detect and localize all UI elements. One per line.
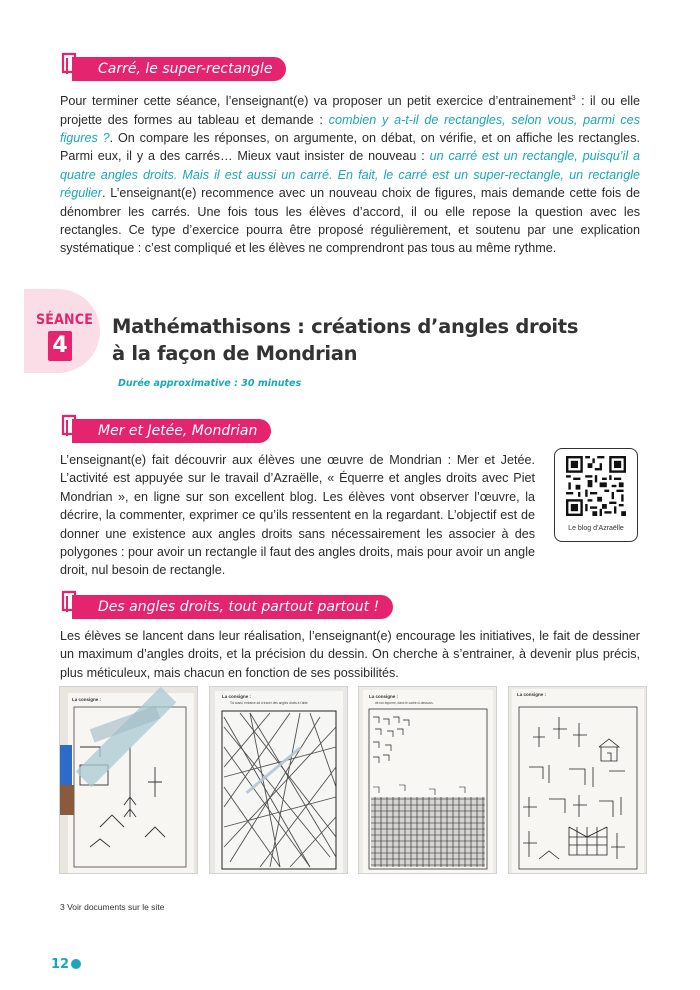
paragraph-realisation <box>60 627 640 682</box>
qr-code-icon <box>566 456 626 516</box>
section-heading-text: Carré, le super-rectangle <box>98 61 273 77</box>
consigne-label: La consigne : <box>369 694 399 699</box>
footnote: 3 Voir documents sur le site <box>60 902 165 912</box>
consigne-label: La consigne : <box>72 697 102 702</box>
qr-caption: Le blog d’Azraëlle <box>568 525 624 532</box>
page-title <box>112 313 578 367</box>
consigne-label: La consigne : <box>222 694 252 699</box>
section-heading-text: Mer et Jetée, Mondrian <box>98 423 258 439</box>
student-work-photo-1 <box>59 686 198 874</box>
student-work-photo-3 <box>358 686 497 874</box>
student-work-photo-2 <box>209 686 348 874</box>
title-line-1: Mathémathisons : créations d’angles droits <box>112 315 579 338</box>
student-work-photo-4 <box>508 686 647 874</box>
text-run: . L’enseignant(e) recommence avec un nouveau choix de figures, mais demande cette fois de dénombrer les carrés. Une fois tous les élèves d’accord, il ou elle repose la question avec les rectangles. Ce type d’exercice pourra être proposé régulièrement, et soutenu par une explication systématique : c’est compliqué et les élèves ne comprendront pas tous au même rythme. <box>60 186 640 256</box>
consigne-text: de ton équerre, dans le cadre ci-dessous. <box>375 701 434 705</box>
page-number: 12 <box>51 957 70 972</box>
text-run: L’enseignant(e) fait découvrir aux élèves une œuvre de Mondrian : Mer et Jetée. L’activité est appuyée sur le travail d’Azraëlle, « Équerre et angles droits avec Piet Mondrian », en ligne sur son excellent blog. Les élèves vont observer l’œuvre, la décrire, la commenter, exprimer ce qu’ils ressentent en la regardant. L’objectif est de donner une existence aux angles droits sans nécessairement les associer à des polygones : pour avoir un rectangle il faut des angles droits, mais pour avoir un angle droit, nul besoin de rectangle. <box>60 453 535 578</box>
text-run: Pour terminer cette séance, l’enseignant(e) va proposer un petit exercice d’entrainement <box>60 94 572 109</box>
text-run: Les élèves se lancent dans leur réalisation, l’enseignant(e) encourage les initiatives, le fait de dessiner un maximum d’angles droits, et la précision du dessin. On cherche à s’entrainer, à devenir plus précis, plus méticuleux, mais chacun en fonction de ses possibilités. <box>60 629 640 680</box>
seance-number: 4 <box>48 331 72 361</box>
title-line-2: à la façon de Mondrian <box>112 342 358 365</box>
footnote-ref: 3 <box>571 95 576 102</box>
qr-card[interactable] <box>554 448 638 542</box>
text-run: : il ou elle projette des formes au tableau et demande : <box>60 94 640 127</box>
section-heading-mer-et-jetee <box>72 419 271 443</box>
highlight-text: combien y a-t-il de rectangles, selon vous, parmi ces figures ? <box>60 112 640 145</box>
paragraph-mondrian <box>60 451 535 580</box>
paragraph-carre <box>60 90 640 258</box>
text-run: . On compare les réponses, on argumente, on débat, on vérifie, et on affiche les rectangles. Parmi eux, il y a des carrés… Mieux vaut insister de nouveau : <box>60 131 640 164</box>
section-heading-carre <box>72 57 286 81</box>
duration-text: Durée approximative : 30 minutes <box>118 378 302 389</box>
consigne-label: La consigne : <box>517 692 547 697</box>
section-heading-text: Des angles droits, tout partout partout ! <box>98 599 380 615</box>
page-dot-icon <box>71 959 81 969</box>
highlight-text: un carré est un rectangle, puisqu’il a quatre angles droits. Mais il est aussi un carré. En fait, le carré est un super-rectangle, un rectangle régulier <box>60 149 640 201</box>
seance-label: SÉANCE <box>36 312 94 328</box>
consigne-text: Toi aussi, entraine-toi à tracer des angles droits à l’aide <box>230 701 308 705</box>
section-heading-angles-droits <box>72 595 393 619</box>
